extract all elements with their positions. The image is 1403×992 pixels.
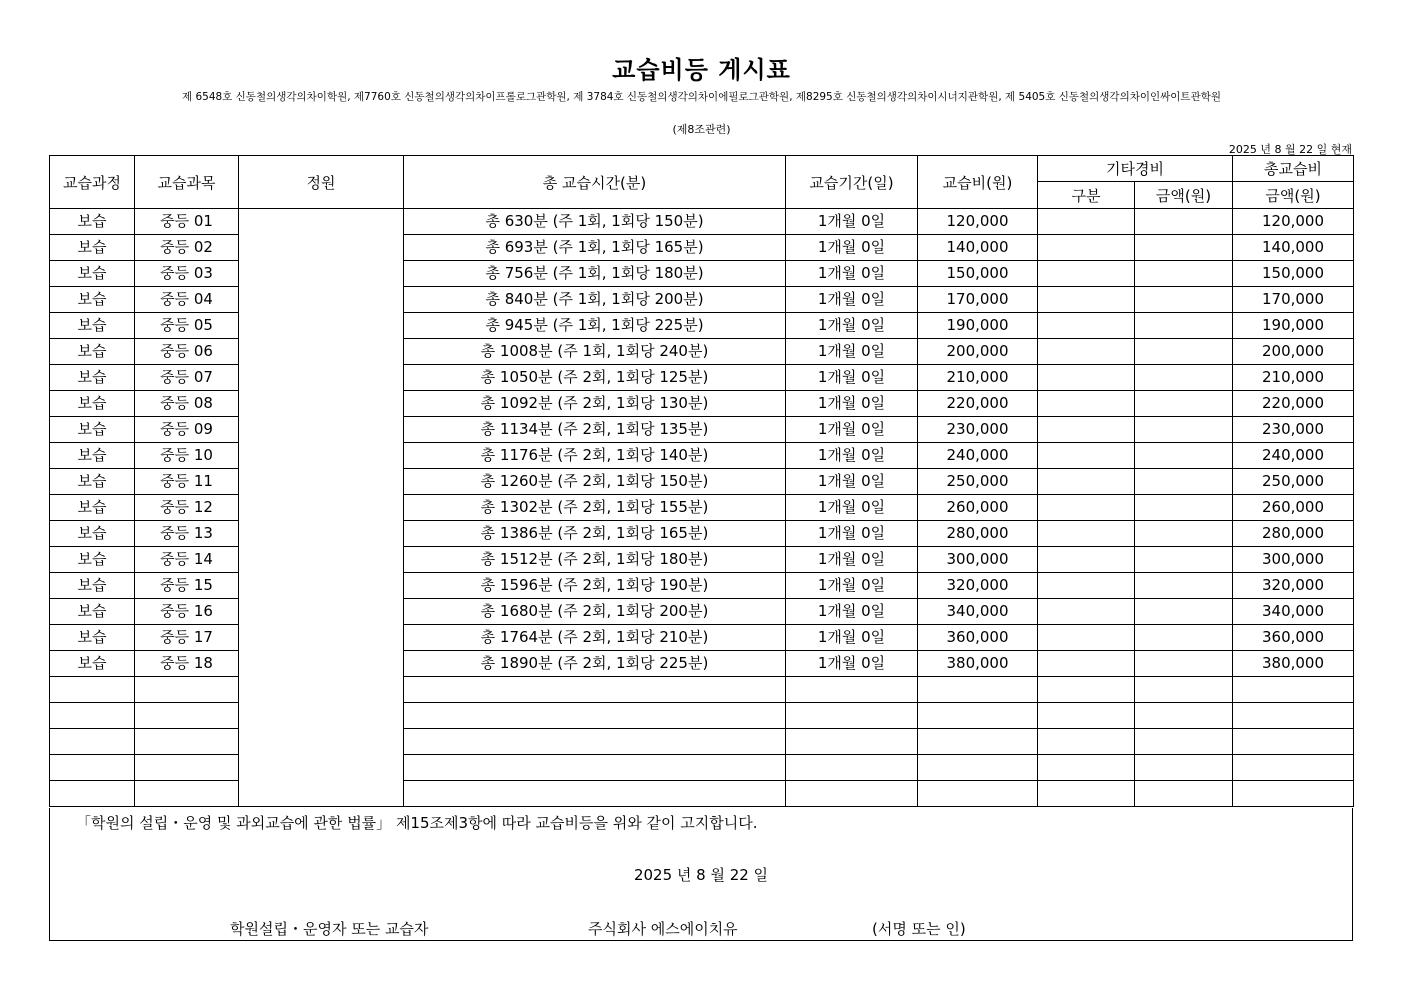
total-fee-cell: 140,000 (1233, 235, 1354, 261)
other-amount-cell (1135, 755, 1233, 781)
course-cell (50, 755, 135, 781)
course-cell: 보습 (50, 261, 135, 287)
course-cell: 보습 (50, 339, 135, 365)
total-fee-cell: 170,000 (1233, 287, 1354, 313)
fee-cell: 300,000 (918, 547, 1038, 573)
period-cell: 1개월 0일 (786, 625, 918, 651)
subject-cell: 중등 08 (135, 391, 239, 417)
course-cell: 보습 (50, 599, 135, 625)
course-cell: 보습 (50, 313, 135, 339)
fee-cell (918, 729, 1038, 755)
fee-cell: 140,000 (918, 235, 1038, 261)
other-amount-cell (1135, 521, 1233, 547)
total-fee-cell: 260,000 (1233, 495, 1354, 521)
period-cell: 1개월 0일 (786, 339, 918, 365)
period-cell: 1개월 0일 (786, 443, 918, 469)
subject-cell: 중등 03 (135, 261, 239, 287)
other-amount-cell (1135, 365, 1233, 391)
notice-footer (49, 808, 1353, 941)
subject-cell: 중등 11 (135, 469, 239, 495)
period-cell: 1개월 0일 (786, 599, 918, 625)
period-cell (786, 729, 918, 755)
other-type-cell (1038, 573, 1135, 599)
subject-cell: 중등 17 (135, 625, 239, 651)
period-cell: 1개월 0일 (786, 235, 918, 261)
as-of-date: 2025 년 8 월 22 일 현재 (1228, 143, 1352, 156)
subject-cell (135, 781, 239, 807)
other-amount-cell (1135, 313, 1233, 339)
period-cell: 1개월 0일 (786, 469, 918, 495)
other-amount-cell (1135, 469, 1233, 495)
other-amount-cell (1135, 651, 1233, 677)
course-cell: 보습 (50, 651, 135, 677)
course-cell (50, 729, 135, 755)
fee-table (49, 155, 1354, 807)
other-type-cell (1038, 625, 1135, 651)
total-time-cell: 총 1260분 (주 2회, 1회당 150분) (404, 469, 786, 495)
total-fee-cell (1233, 703, 1354, 729)
total-time-cell: 총 1134분 (주 2회, 1회당 135분) (404, 417, 786, 443)
total-fee-cell (1233, 729, 1354, 755)
period-cell: 1개월 0일 (786, 573, 918, 599)
signature-stamp: (서명 또는 인) (872, 920, 966, 938)
other-type-cell (1038, 469, 1135, 495)
fee-cell: 250,000 (918, 469, 1038, 495)
total-fee-cell: 340,000 (1233, 599, 1354, 625)
other-type-cell (1038, 599, 1135, 625)
total-time-cell (404, 677, 786, 703)
period-cell: 1개월 0일 (786, 287, 918, 313)
period-cell (786, 781, 918, 807)
period-cell: 1개월 0일 (786, 209, 918, 235)
other-type-cell (1038, 261, 1135, 287)
total-fee-cell (1233, 755, 1354, 781)
course-cell: 보습 (50, 573, 135, 599)
total-time-cell: 총 1176분 (주 2회, 1회당 140분) (404, 443, 786, 469)
fee-cell: 380,000 (918, 651, 1038, 677)
other-amount-cell (1135, 495, 1233, 521)
other-type-cell (1038, 391, 1135, 417)
header-subject: 교습과목 (135, 156, 239, 209)
header-total-amount: 금액(원) (1233, 182, 1354, 209)
period-cell: 1개월 0일 (786, 495, 918, 521)
other-amount-cell (1135, 287, 1233, 313)
fee-cell: 220,000 (918, 391, 1038, 417)
total-fee-cell: 120,000 (1233, 209, 1354, 235)
total-time-cell: 총 1092분 (주 2회, 1회당 130분) (404, 391, 786, 417)
total-time-cell: 총 1386분 (주 2회, 1회당 165분) (404, 521, 786, 547)
fee-cell (918, 703, 1038, 729)
total-time-cell: 총 693분 (주 1회, 1회당 165분) (404, 235, 786, 261)
header-fee: 교습비(원) (918, 156, 1038, 209)
course-cell: 보습 (50, 521, 135, 547)
subject-cell: 중등 01 (135, 209, 239, 235)
other-amount-cell (1135, 599, 1233, 625)
other-type-cell (1038, 495, 1135, 521)
fee-cell: 200,000 (918, 339, 1038, 365)
course-cell (50, 677, 135, 703)
other-type-cell (1038, 677, 1135, 703)
total-fee-cell: 200,000 (1233, 339, 1354, 365)
period-cell: 1개월 0일 (786, 521, 918, 547)
fee-cell: 120,000 (918, 209, 1038, 235)
other-amount-cell (1135, 235, 1233, 261)
subject-cell: 중등 15 (135, 573, 239, 599)
other-type-cell (1038, 365, 1135, 391)
header-other-expenses: 기타경비 (1038, 156, 1233, 182)
other-type-cell (1038, 417, 1135, 443)
fee-cell: 280,000 (918, 521, 1038, 547)
fee-cell: 240,000 (918, 443, 1038, 469)
total-time-cell: 총 840분 (주 1회, 1회당 200분) (404, 287, 786, 313)
total-fee-cell: 190,000 (1233, 313, 1354, 339)
fee-table-body (50, 209, 1354, 807)
fee-cell: 230,000 (918, 417, 1038, 443)
other-type-cell (1038, 651, 1135, 677)
total-time-cell (404, 729, 786, 755)
total-time-cell: 총 630분 (주 1회, 1회당 150분) (404, 209, 786, 235)
other-type-cell (1038, 209, 1135, 235)
document-title: 교습비등 게시표 (612, 56, 791, 84)
header-period: 교습기간(일) (786, 156, 918, 209)
course-cell: 보습 (50, 443, 135, 469)
course-cell: 보습 (50, 495, 135, 521)
total-time-cell (404, 755, 786, 781)
total-time-cell: 총 945분 (주 1회, 1회당 225분) (404, 313, 786, 339)
course-cell: 보습 (50, 391, 135, 417)
total-fee-cell: 360,000 (1233, 625, 1354, 651)
period-cell: 1개월 0일 (786, 365, 918, 391)
period-cell: 1개월 0일 (786, 261, 918, 287)
other-type-cell (1038, 755, 1135, 781)
other-amount-cell (1135, 261, 1233, 287)
subject-cell: 중등 07 (135, 365, 239, 391)
total-time-cell: 총 1050분 (주 2회, 1회당 125분) (404, 365, 786, 391)
subject-cell: 중등 14 (135, 547, 239, 573)
period-cell: 1개월 0일 (786, 313, 918, 339)
total-fee-cell: 230,000 (1233, 417, 1354, 443)
fee-cell: 170,000 (918, 287, 1038, 313)
total-fee-cell: 150,000 (1233, 261, 1354, 287)
total-fee-cell: 320,000 (1233, 573, 1354, 599)
total-time-cell: 총 1680분 (주 2회, 1회당 200분) (404, 599, 786, 625)
other-amount-cell (1135, 417, 1233, 443)
other-type-cell (1038, 443, 1135, 469)
subject-cell (135, 755, 239, 781)
other-amount-cell (1135, 781, 1233, 807)
company-name: 주식회사 에스에이치유 (588, 920, 738, 938)
other-amount-cell (1135, 443, 1233, 469)
other-type-cell (1038, 547, 1135, 573)
table-row (50, 209, 1354, 235)
total-time-cell (404, 703, 786, 729)
total-fee-cell (1233, 781, 1354, 807)
header-total-time: 총 교습시간(분) (404, 156, 786, 209)
total-fee-cell: 380,000 (1233, 651, 1354, 677)
subject-cell (135, 729, 239, 755)
total-time-cell: 총 1764분 (주 2회, 1회당 210분) (404, 625, 786, 651)
total-fee-cell: 250,000 (1233, 469, 1354, 495)
total-fee-cell: 240,000 (1233, 443, 1354, 469)
subject-cell: 중등 06 (135, 339, 239, 365)
notice-date: 2025 년 8 월 22 일 (633, 866, 769, 884)
subject-cell (135, 703, 239, 729)
fee-cell: 340,000 (918, 599, 1038, 625)
fee-cell (918, 781, 1038, 807)
period-cell: 1개월 0일 (786, 651, 918, 677)
signer-label: 학원설립・운영자 또는 교습자 (230, 920, 429, 938)
total-time-cell: 총 756분 (주 1회, 1회당 180분) (404, 261, 786, 287)
total-fee-cell: 210,000 (1233, 365, 1354, 391)
fee-cell: 210,000 (918, 365, 1038, 391)
course-cell (50, 703, 135, 729)
other-amount-cell (1135, 573, 1233, 599)
fee-cell: 320,000 (918, 573, 1038, 599)
other-type-cell (1038, 313, 1135, 339)
course-cell: 보습 (50, 287, 135, 313)
other-type-cell (1038, 235, 1135, 261)
header-total-fee: 총교습비 (1233, 156, 1354, 182)
header-other-amount: 금액(원) (1135, 182, 1233, 209)
subject-cell: 중등 05 (135, 313, 239, 339)
subject-cell: 중등 04 (135, 287, 239, 313)
other-type-cell (1038, 781, 1135, 807)
total-time-cell (404, 781, 786, 807)
course-cell: 보습 (50, 209, 135, 235)
period-cell (786, 703, 918, 729)
fee-cell: 360,000 (918, 625, 1038, 651)
other-amount-cell (1135, 391, 1233, 417)
course-cell: 보습 (50, 547, 135, 573)
total-fee-cell (1233, 677, 1354, 703)
subject-cell: 중등 02 (135, 235, 239, 261)
course-cell: 보습 (50, 417, 135, 443)
total-time-cell: 총 1302분 (주 2회, 1회당 155분) (404, 495, 786, 521)
fee-cell (918, 677, 1038, 703)
other-amount-cell (1135, 625, 1233, 651)
period-cell (786, 755, 918, 781)
subject-cell: 중등 10 (135, 443, 239, 469)
course-cell: 보습 (50, 235, 135, 261)
period-cell (786, 677, 918, 703)
other-type-cell (1038, 729, 1135, 755)
course-cell: 보습 (50, 469, 135, 495)
subject-cell: 중등 18 (135, 651, 239, 677)
other-amount-cell (1135, 209, 1233, 235)
period-cell: 1개월 0일 (786, 391, 918, 417)
other-amount-cell (1135, 677, 1233, 703)
course-cell (50, 781, 135, 807)
subject-cell (135, 677, 239, 703)
period-cell: 1개월 0일 (786, 417, 918, 443)
subject-cell: 중등 09 (135, 417, 239, 443)
other-type-cell (1038, 703, 1135, 729)
fee-cell: 190,000 (918, 313, 1038, 339)
course-cell: 보습 (50, 365, 135, 391)
header-capacity: 정원 (239, 156, 404, 209)
total-fee-cell: 220,000 (1233, 391, 1354, 417)
other-amount-cell (1135, 703, 1233, 729)
other-type-cell (1038, 287, 1135, 313)
total-time-cell: 총 1890분 (주 2회, 1회당 225분) (404, 651, 786, 677)
fee-cell: 150,000 (918, 261, 1038, 287)
total-time-cell: 총 1596분 (주 2회, 1회당 190분) (404, 573, 786, 599)
header-course: 교습과정 (50, 156, 135, 209)
related-article: (제8조관련) (672, 123, 731, 136)
total-fee-cell: 280,000 (1233, 521, 1354, 547)
header-other-type: 구분 (1038, 182, 1135, 209)
subject-cell: 중등 16 (135, 599, 239, 625)
capacity-cell (239, 209, 404, 807)
legal-notice: 「학원의 설립・운영 및 과외교습에 관한 법률」 제15조제3항에 따라 교습비등을 위와 같이 고지합니다. (76, 814, 758, 832)
subject-cell: 중등 12 (135, 495, 239, 521)
other-type-cell (1038, 521, 1135, 547)
subject-cell: 중등 13 (135, 521, 239, 547)
total-time-cell: 총 1512분 (주 2회, 1회당 180분) (404, 547, 786, 573)
other-amount-cell (1135, 547, 1233, 573)
other-type-cell (1038, 339, 1135, 365)
fee-cell (918, 755, 1038, 781)
total-fee-cell: 300,000 (1233, 547, 1354, 573)
academy-registration-list: 제 6548호 신동철의생각의차이학원, 제7760호 신동철의생각의차이프롤로그관학원, 제 3784호 신동철의생각의차이에필로그관학원, 제8295호 신동철의생각의차이시너지관학원, 제 5405호 신동철의생각의차이인싸이트관학원 (181, 91, 1222, 103)
other-amount-cell (1135, 729, 1233, 755)
other-amount-cell (1135, 339, 1233, 365)
course-cell: 보습 (50, 625, 135, 651)
fee-cell: 260,000 (918, 495, 1038, 521)
total-time-cell: 총 1008분 (주 1회, 1회당 240분) (404, 339, 786, 365)
period-cell: 1개월 0일 (786, 547, 918, 573)
